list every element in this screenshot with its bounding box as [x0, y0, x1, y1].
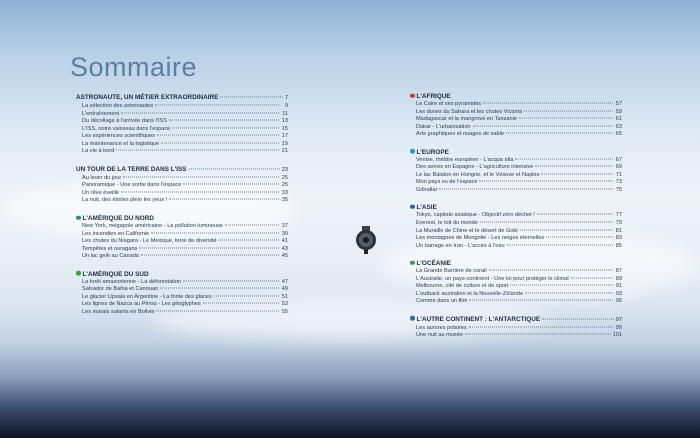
page-number: 71	[615, 171, 622, 178]
toc-entry[interactable]	[410, 283, 622, 291]
dot-leader	[183, 184, 279, 185]
entry-title: Madagascar et la mangrove en Tanzanie	[416, 116, 517, 123]
entry-title: Salvador de Bahia et Canouan	[82, 286, 159, 293]
toc-entry[interactable]	[410, 179, 622, 187]
toc-entry[interactable]	[410, 298, 622, 306]
toc-entry[interactable]	[76, 231, 288, 239]
page-number: 81	[615, 227, 622, 234]
bullet-icon	[76, 271, 81, 276]
spacecraft-image	[353, 226, 379, 254]
entry-title: Un rêve éveillé	[82, 189, 119, 196]
dot-leader	[139, 247, 279, 248]
page-number: 17	[281, 133, 288, 140]
entry-title: Les montagnes de Mongolie - Les neiges éternelles	[416, 235, 545, 242]
toc-entry[interactable]	[410, 131, 622, 139]
dot-leader	[524, 110, 613, 111]
entry-title: Les dunes du Sahara et les chutes Victoria	[416, 108, 523, 115]
bullet-icon	[410, 205, 415, 210]
toc-right-column	[410, 92, 622, 349]
entry-title: Les aurores polaires	[416, 324, 467, 331]
toc-entry[interactable]	[76, 246, 288, 254]
toc-entry[interactable]	[410, 268, 622, 276]
dot-leader	[519, 118, 613, 119]
dot-leader	[439, 188, 613, 189]
dot-leader	[161, 142, 279, 143]
page-number: 47	[281, 278, 288, 285]
section-heading[interactable]	[410, 92, 622, 101]
toc-entry[interactable]	[76, 190, 288, 198]
toc-entry[interactable]	[410, 157, 622, 165]
page-number: 45	[281, 253, 288, 260]
dot-leader	[506, 133, 613, 134]
page-number: 35	[281, 197, 288, 204]
bullet-icon	[410, 260, 415, 265]
toc-entry[interactable]	[76, 126, 288, 134]
page-number: 9	[284, 103, 288, 109]
toc-entry[interactable]	[76, 141, 288, 149]
toc-section	[410, 315, 622, 340]
section-title: L'AUTRE CONTINENT : L'ANTARCTIQUE	[416, 315, 541, 323]
dot-leader	[571, 277, 613, 278]
toc-entry[interactable]	[410, 325, 622, 333]
toc-section	[410, 203, 622, 250]
page-number: 61	[615, 116, 622, 123]
dot-leader	[219, 240, 279, 241]
entry-title: Les expériences scientifiques	[82, 133, 156, 140]
bullet-icon	[410, 316, 415, 321]
dot-leader	[542, 318, 614, 319]
entry-title: L'ISS, notre vaisseau dans l'espace	[82, 125, 171, 132]
entry-title: Venise, théâtre européen - L'acqua alta	[416, 156, 514, 163]
dot-leader	[189, 168, 280, 169]
entry-title: Du décollage à l'arrivée dans l'ISS	[82, 118, 167, 125]
toc-section	[410, 148, 622, 195]
page-number: 83	[615, 235, 622, 242]
entry-title: Un lac gelé au Canada	[82, 253, 139, 260]
entry-title: Les chutes du Niagara - Le Mexique, terre de diversité	[82, 238, 217, 245]
page-number: 89	[615, 275, 622, 282]
page-number: 19	[281, 140, 288, 147]
entry-title: Un barrage en Iran - L'accès à l'eau	[416, 242, 505, 249]
section-heading[interactable]	[76, 93, 288, 103]
toc-entry[interactable]	[410, 116, 622, 124]
section-heading[interactable]	[76, 270, 288, 279]
dot-leader	[121, 191, 279, 192]
page-title: Sommaire	[70, 52, 198, 83]
section-heading[interactable]	[76, 165, 288, 175]
page-number: 101	[612, 332, 622, 339]
dot-leader	[169, 199, 279, 200]
dot-leader	[520, 229, 613, 230]
entry-title: L'entraînement	[82, 110, 120, 117]
page-number: 15	[281, 125, 288, 132]
page-number: 51	[281, 293, 288, 300]
section-title: L'AMÉRIQUE DU NORD	[82, 215, 154, 223]
dot-leader	[141, 255, 279, 256]
entry-title: Les incendies en Californie	[82, 230, 150, 237]
entry-title: Arts graphiques et nuages de sable	[416, 131, 505, 138]
page-number: 49	[281, 286, 288, 293]
section-title: ASTRONAUTE, UN MÉTIER EXTRAORDINAIRE	[76, 94, 219, 101]
entry-title: Le glacier Upsala en Argentine - La fonte des glaces	[82, 293, 212, 300]
entry-title: Au lever du jour	[82, 174, 122, 181]
entry-title: La maintenance et la logistique	[82, 140, 160, 147]
page-number: 23	[281, 166, 288, 173]
page-number: 37	[281, 223, 288, 230]
section-title: L'EUROPE	[416, 148, 449, 156]
page-number: 53	[281, 301, 288, 308]
page-number: 13	[281, 118, 288, 125]
dot-leader	[156, 310, 279, 311]
toc-entry[interactable]	[410, 109, 622, 117]
page-number: 73	[615, 179, 622, 186]
toc-entry[interactable]	[410, 228, 622, 236]
dot-leader	[479, 181, 613, 182]
page-number: 59	[615, 108, 622, 115]
dot-leader	[507, 244, 613, 245]
toc-entry[interactable]	[410, 235, 622, 243]
dot-leader	[225, 225, 279, 226]
toc-entry[interactable]	[76, 197, 288, 205]
toc-entry[interactable]	[76, 182, 288, 190]
entry-title: New York, mégapole américaine - La pollution lumineuse	[82, 223, 223, 230]
entry-title: La Muraille de Chine et le désert de Gobi	[416, 227, 518, 234]
section-heading[interactable]	[410, 148, 622, 157]
page-number: 25	[281, 182, 288, 189]
toc-section	[410, 259, 622, 306]
page-number: 65	[615, 131, 622, 138]
dot-leader	[541, 173, 613, 174]
page-number: 69	[615, 164, 622, 171]
dot-leader	[469, 326, 613, 327]
toc-entry[interactable]	[410, 172, 622, 180]
page-number: 99	[615, 324, 622, 331]
dot-leader	[169, 120, 279, 121]
section-heading[interactable]	[410, 203, 622, 212]
entry-title: Le Caire et ses pyramides	[416, 101, 481, 107]
section-title: L'AFRIQUE	[416, 93, 451, 100]
entry-title: La nuit, des étoiles plein les yeux !	[82, 197, 168, 204]
toc-section	[76, 93, 288, 156]
dot-leader	[537, 214, 613, 215]
toc-entry[interactable]	[76, 223, 288, 231]
toc-section	[410, 92, 622, 139]
entry-title: Comme dans un film	[416, 298, 468, 305]
toc-entry[interactable]	[76, 253, 288, 261]
toc-section	[76, 270, 288, 317]
page-number: 21	[281, 148, 288, 155]
bullet-icon	[410, 93, 415, 98]
toc-section	[76, 165, 288, 205]
section-heading[interactable]	[76, 214, 288, 223]
entry-title: Tempêtes et ouragans	[82, 245, 138, 252]
dot-leader	[489, 270, 613, 271]
dot-leader	[203, 303, 279, 304]
toc-entry[interactable]	[410, 212, 622, 220]
toc-entry[interactable]	[410, 187, 622, 195]
toc-section	[76, 214, 288, 261]
dot-leader	[155, 105, 279, 106]
dot-leader	[123, 176, 279, 177]
page-number: 77	[615, 212, 622, 219]
section-title: UN TOUR DE LA TERRE DANS L'ISS	[76, 165, 187, 173]
toc-entry[interactable]	[76, 294, 288, 302]
dot-leader	[116, 150, 279, 151]
section-heading[interactable]	[410, 259, 622, 268]
page-number: 41	[281, 238, 288, 245]
dot-leader	[214, 295, 279, 296]
entry-title: Panoramique - Une sortie dans l'espace	[82, 182, 182, 189]
page-number: 85	[615, 242, 622, 249]
entry-title: Everest, le toit du monde	[416, 220, 478, 227]
toc-entry[interactable]	[410, 220, 622, 228]
dot-leader	[469, 300, 613, 301]
toc-entry[interactable]	[76, 148, 288, 156]
dot-leader	[525, 292, 613, 293]
toc-entry[interactable]	[76, 111, 288, 119]
page-number: 39	[281, 230, 288, 237]
dot-leader	[172, 127, 279, 128]
toc-entry[interactable]	[410, 291, 622, 299]
toc-entry[interactable]	[76, 175, 288, 183]
entry-title: Mon pays vu de l'espace	[416, 179, 478, 186]
dot-leader	[121, 112, 279, 113]
toc-entry[interactable]	[410, 276, 622, 284]
page-number: 91	[615, 283, 622, 290]
toc-entry[interactable]	[76, 238, 288, 246]
page-number: 97	[615, 316, 622, 323]
toc-entry[interactable]	[76, 279, 288, 287]
section-title: L'ASIE	[416, 204, 437, 212]
dot-leader	[510, 285, 613, 286]
page-number: 95	[615, 298, 622, 305]
page-number: 67	[615, 156, 622, 163]
bullet-icon	[410, 149, 415, 154]
entry-title: Gibraltar	[416, 186, 438, 193]
toc-entry[interactable]	[410, 164, 622, 172]
bullet-icon	[76, 215, 81, 220]
toc-entry[interactable]	[76, 301, 288, 309]
toc-entry[interactable]	[76, 103, 288, 111]
toc-left-column	[76, 93, 288, 325]
dot-leader	[183, 280, 279, 281]
entry-title: Tokyo, capitale asiatique - Objectif zéro déchet !	[416, 212, 535, 219]
section-title: L'AMÉRIQUE DU SUD	[82, 270, 149, 278]
toc-entry[interactable]	[410, 101, 622, 109]
dot-leader	[160, 288, 279, 289]
dot-leader	[473, 125, 613, 126]
toc-entry[interactable]	[76, 309, 288, 317]
toc-entry[interactable]	[76, 133, 288, 141]
toc-entry[interactable]	[410, 124, 622, 132]
entry-title: Une nuit au musée	[416, 332, 463, 339]
page-number: 79	[615, 220, 622, 227]
dot-leader	[535, 166, 613, 167]
toc-entry[interactable]	[76, 286, 288, 294]
entry-title: La vie à bord	[82, 148, 115, 155]
entry-title: Les marais salants en Bolivie	[82, 308, 155, 315]
entry-title: Les lignes de Nazca au Pérou - Les géoglyphes	[82, 301, 201, 308]
page-number: 75	[615, 186, 622, 193]
entry-title: La sélection des astronautes	[82, 103, 154, 109]
page-number: 55	[281, 308, 288, 315]
dot-leader	[515, 158, 613, 159]
entry-title: La forêt amazonienne - La déforestation	[82, 278, 182, 285]
page-number: 57	[615, 101, 622, 107]
entry-title: Melbourne, cité de culture et de sport	[416, 283, 509, 290]
toc-entry[interactable]	[76, 118, 288, 126]
page-number: 33	[281, 189, 288, 196]
dot-leader	[546, 237, 613, 238]
dot-leader	[480, 222, 613, 223]
page-number: 93	[615, 290, 622, 297]
dot-leader	[157, 135, 279, 136]
dot-leader	[220, 97, 283, 98]
entry-title: Dakar - L'urbanisation	[416, 123, 471, 130]
entry-title: Des serres en Espagne - L'agriculture intensive	[416, 164, 534, 171]
entry-title: Le lac Balaton en Hongrie, et le Vésuve et Naples	[416, 171, 540, 178]
page-number: 25	[281, 174, 288, 181]
toc-entry[interactable]	[410, 243, 622, 251]
page-number: 63	[615, 123, 622, 130]
dot-leader	[465, 334, 611, 335]
section-heading[interactable]	[410, 315, 622, 325]
page-number: 11	[282, 110, 288, 117]
page-number: 7	[284, 95, 288, 101]
page-number: 87	[615, 268, 622, 275]
entry-title: L'Australie, un pays-continent - Une loi pour protéger le climat	[416, 275, 569, 282]
dot-leader	[483, 103, 613, 104]
section-title: L'OCÉANIE	[416, 260, 452, 268]
toc-entry[interactable]	[410, 332, 622, 340]
page-number: 43	[281, 245, 288, 252]
dot-leader	[151, 232, 279, 233]
entry-title: La Grande Barrière de corail	[416, 268, 487, 275]
entry-title: L'outback australien et la Nouvelle-Zélande	[416, 290, 524, 297]
